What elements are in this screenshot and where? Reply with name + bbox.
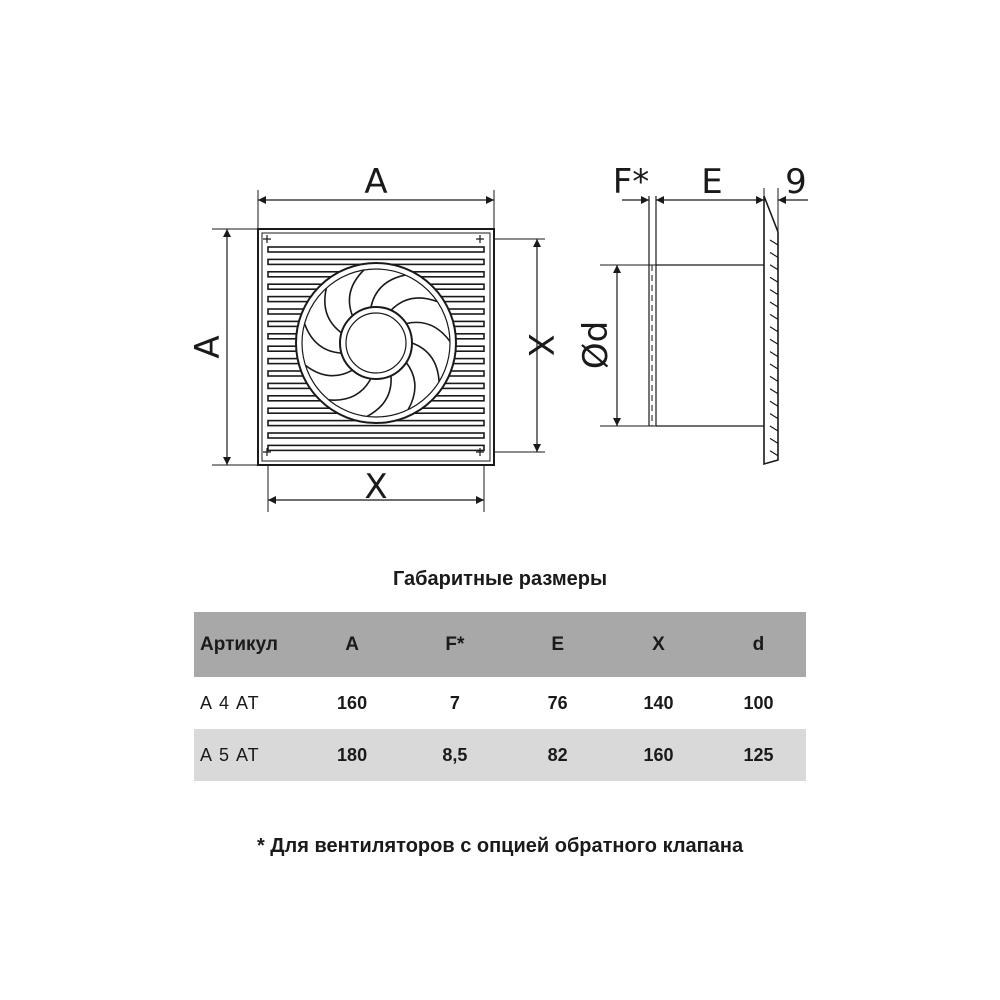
- table-row: [194, 729, 806, 781]
- table-title: Габаритные размеры: [392, 568, 608, 590]
- dimensions-table: [194, 612, 806, 781]
- cell-a: 160: [337, 692, 368, 713]
- header-a: A: [304, 612, 401, 677]
- cell-article: А 5 АТ: [194, 729, 304, 781]
- cell-d: 100: [743, 692, 774, 713]
- mount-height-label: X: [520, 333, 560, 357]
- cell-a: 180: [304, 729, 401, 781]
- duct-length-label: E: [701, 162, 723, 202]
- header-f: F*: [401, 612, 510, 677]
- cell-f: 7: [449, 692, 460, 713]
- header-e: E: [509, 612, 606, 677]
- header-x: X: [606, 612, 711, 677]
- header-d: d: [711, 612, 806, 677]
- front-view: [212, 190, 545, 512]
- cell-x: 140: [643, 692, 674, 713]
- fan-hub: [340, 307, 412, 379]
- cell-d: 125: [711, 729, 806, 781]
- header-article: Артикул: [194, 612, 304, 677]
- cell-article: А 4 АТ: [200, 692, 260, 713]
- cell-x: 160: [606, 729, 711, 781]
- cell-f: 8,5: [401, 729, 510, 781]
- cell-e: 82: [509, 729, 606, 781]
- footnote: * Для вентиляторов с опцией обратного клапана: [256, 835, 744, 857]
- table-row: [194, 677, 806, 729]
- duct-diameter-label: Ød: [576, 320, 616, 370]
- table-header-row: [194, 612, 806, 677]
- flange-depth-label: F*: [612, 162, 650, 202]
- cell-e: 76: [547, 692, 568, 713]
- panel-thickness-label: 9: [785, 162, 807, 202]
- front-width-label: A: [364, 162, 388, 202]
- side-view: [600, 188, 808, 464]
- front-height-label: A: [188, 335, 228, 359]
- mount-width-label: X: [364, 467, 388, 507]
